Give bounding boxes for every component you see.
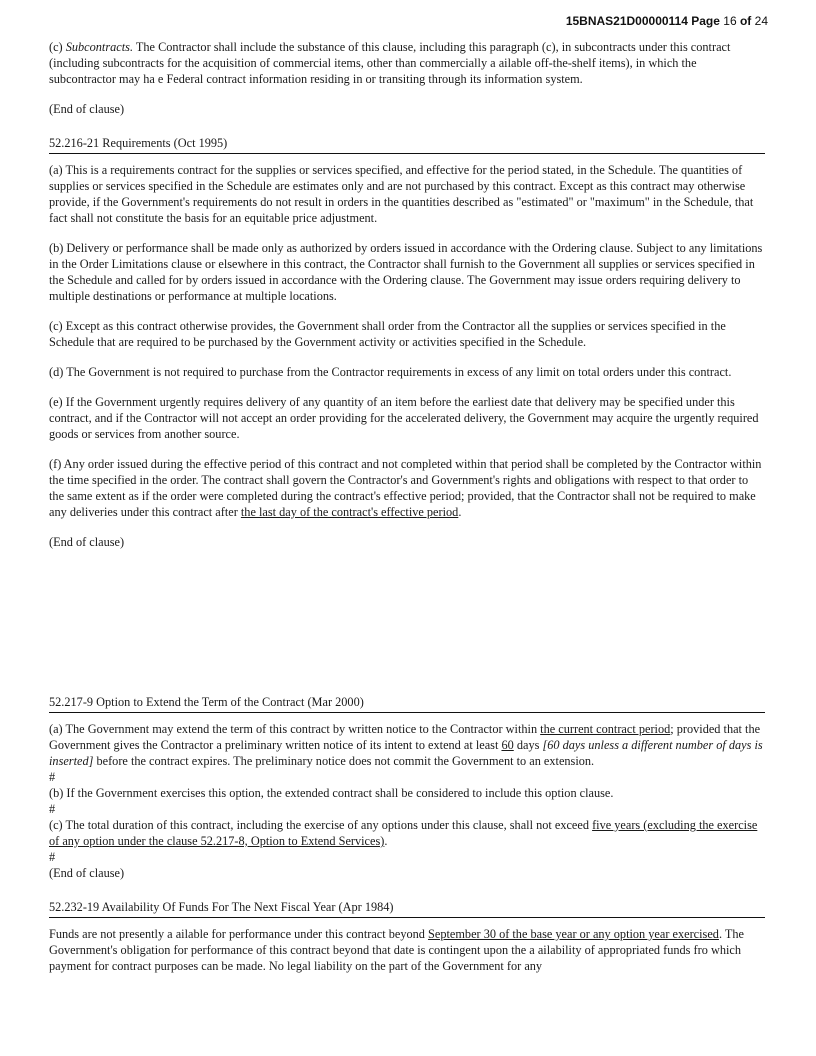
page-header — [566, 14, 768, 28]
clause-heading-52-216-21: 52.216-21 Requirements (Oct 1995) — [49, 135, 765, 154]
end-of-clause: (End of clause) — [49, 102, 125, 116]
fill-in-total-duration: five years (excluding the exercise of any option under the clause 52.217-8, Option to Extend Services) — [49, 818, 758, 848]
fill-in-effective-period: the last day of the contract's effective period — [240, 505, 459, 519]
option-para-a: (a) The Government may extend the term of this contract by written notice to the Contractor within the current contract period; provided that the Government gives the Contractor a preliminary written notice of its intent to extend at least 60 days [60 days unless a different number of days is inserted] before the contract expires. The preliminary notice does not commit the Government to an extension. — [49, 722, 763, 768]
option-para-b: (b) If the Government exercises this option, the extended contract shall be considered to include this option clause. — [49, 786, 614, 800]
document-body — [49, 39, 765, 988]
page-number: 16 — [723, 14, 737, 28]
option-para-c: (c) The total duration of this contract, including the exercise of any options under this clause, shall not exceed five years (excluding the exercise of any option under the clause 52.217-8, Option to Extend Services). — [49, 818, 758, 848]
fill-in-days: 60 — [501, 738, 514, 752]
italic-instruction: [60 days unless a different number of days is inserted] — [49, 738, 763, 768]
requirements-para-a: (a) This is a requirements contract for the supplies or services specified, and effective for the period stated, in the Schedule. The quantities of supplies or services specified in the Schedule are estimates only and are not purchased by this contract. Except as this contract may otherwise provide, if the Government's requirements do not result in orders in the quantities described as "estimated" or "maximum" in the Schedule, that fact shall not constitute the basis for an equitable price adjustment. — [49, 163, 754, 225]
hash-separator: # — [49, 850, 56, 864]
of-label: of — [739, 14, 752, 28]
requirements-para-b: (b) Delivery or performance shall be made only as authorized by orders issued in accordance with the Ordering clause. Subject to any limitations in the Order Limitations clause or elsewhere in this contract, the Contractor shall furnish to the Government all supplies or services specified in the Schedule and called for by orders issued in accordance with the Ordering clause. The Government may issue orders requiring delivery to multiple destinations or performance at multiple locations. — [49, 241, 763, 303]
document-id: 15BNAS21D00000114 Page — [565, 14, 720, 28]
hash-separator: # — [49, 770, 56, 784]
fill-in-fiscal-date: September 30 of the base year or any option year exercised — [428, 927, 719, 941]
subcontracts-title: Subcontracts. — [65, 40, 134, 54]
hash-separator: # — [49, 802, 56, 816]
clause-heading-52-217-9: 52.217-9 Option to Extend the Term of the Contract (Mar 2000) — [49, 694, 765, 713]
subcontracts-paragraph: (c) Subcontracts. The Contractor shall include the substance of this clause, including this paragraph (c), in subcontracts under this contract (including subcontracts for the acquisition of commercial items, other than commercially a ailable off-the-shelf items), in which the subcontractor may ha e Federal contract information residing in or transiting through its information system. — [49, 40, 731, 86]
funds-paragraph: Funds are not presently a ailable for performance under this contract beyond September 30 of the base year or any option year exercised. The Government's obligation for performance of this contract beyond that date is contingent upon the a ailability of appropriated funds fro which payment for contract purposes can be made. No legal liability on the part of the Government for any — [49, 927, 744, 973]
requirements-para-f: (f) Any order issued during the effective period of this contract and not completed within that period shall be completed by the Contractor within the time specified in the order. The contract shall govern the Contractor's and Government's rights and obligations with respect to that order to the same extent as if the order were completed during the contract's effective period; provided, that the Contractor shall not be required to make any deliveries under this contract after the last day of the contract's effective period. — [49, 457, 762, 519]
clause-heading-52-232-19: 52.232-19 Availability Of Funds For The Next Fiscal Year (Apr 1984) — [49, 899, 765, 918]
blank-space — [49, 564, 765, 676]
end-of-clause: (End of clause) — [49, 866, 125, 880]
total-pages: 24 — [754, 14, 768, 28]
requirements-para-c: (c) Except as this contract otherwise provides, the Government shall order from the Contractor all the supplies or services specified in the Schedule that are required to be purchased by the Government activity or activities specified in the Schedule. — [49, 319, 726, 349]
fill-in-contract-period: the current contract period — [540, 722, 671, 736]
requirements-para-e: (e) If the Government urgently requires delivery of any quantity of an item before the earliest date that delivery may be specified under this contract, and if the Contractor will not accept an order providing for the accelerated delivery, the Government may acquire the urgently required goods or services from another source. — [49, 395, 759, 441]
requirements-para-d: (d) The Government is not required to purchase from the Contractor requirements in excess of any limit on total orders under this contract. — [49, 365, 732, 379]
end-of-clause: (End of clause) — [49, 535, 125, 549]
